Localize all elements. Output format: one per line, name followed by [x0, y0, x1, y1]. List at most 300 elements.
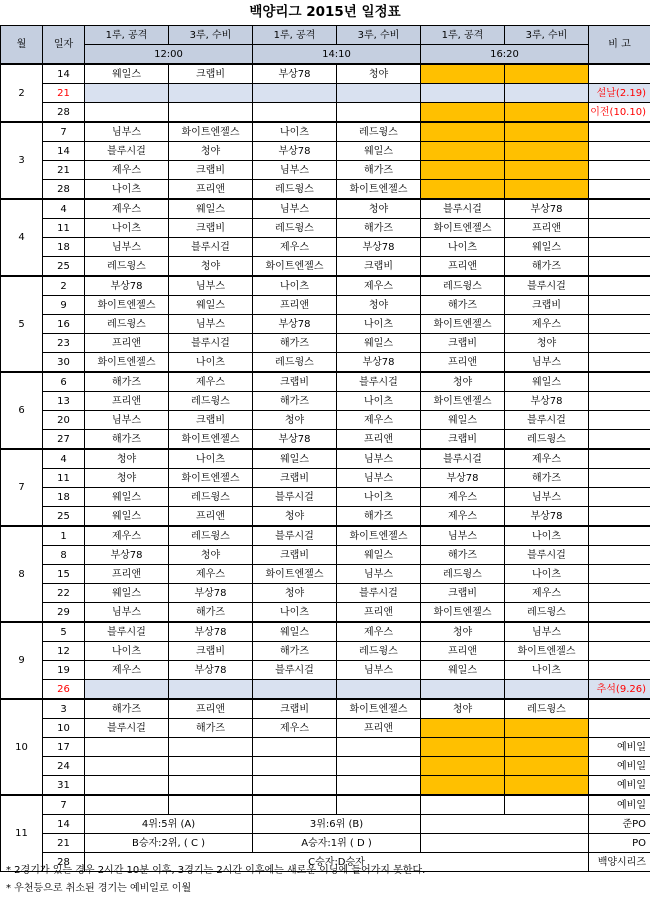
day-cell: 11	[43, 219, 85, 238]
game-cell: 레드윙스	[253, 180, 337, 200]
day-cell: 14	[43, 64, 85, 84]
day-cell: 15	[43, 565, 85, 584]
game-cell: 청야	[253, 411, 337, 430]
game-cell: 프리앤	[169, 699, 253, 719]
note-cell	[589, 392, 650, 411]
schedule-row	[1, 219, 650, 238]
note-cell	[589, 142, 650, 161]
game-cell	[505, 103, 589, 123]
game-cell: 웨일스	[337, 142, 421, 161]
day-cell: 17	[43, 738, 85, 757]
game-cell	[505, 719, 589, 738]
game-cell	[337, 680, 421, 700]
schedule-row	[1, 834, 650, 853]
note-cell	[589, 719, 650, 738]
game-cell: 프리앤	[421, 642, 505, 661]
game-cell: 나이츠	[253, 276, 337, 296]
game-cell: 프리앤	[337, 430, 421, 450]
game-cell: 해가즈	[505, 469, 589, 488]
game-cell: 블루시걸	[505, 546, 589, 565]
game-cell: 부상78	[505, 392, 589, 411]
game-cell: 화이트엔젤스	[85, 353, 169, 373]
month-cell: 10	[1, 699, 43, 795]
game-cell: 웨일스	[421, 411, 505, 430]
note-cell	[589, 219, 650, 238]
note-cell	[589, 238, 650, 257]
game-cell: 웨일스	[85, 584, 169, 603]
header-note: 비 고	[589, 26, 650, 65]
month-cell: 8	[1, 526, 43, 622]
game-cell: 청야	[169, 257, 253, 277]
footnotes	[6, 862, 425, 898]
schedule-row	[1, 661, 650, 680]
game-cell: 제우스	[421, 507, 505, 527]
game-cell: 부상78	[505, 199, 589, 219]
game-cell: 나이츠	[337, 315, 421, 334]
game-cell: 부상78	[85, 276, 169, 296]
game-cell: 제우스	[337, 622, 421, 642]
game-cell	[505, 161, 589, 180]
game-cell: 블루시걸	[337, 372, 421, 392]
schedule-row	[1, 449, 650, 469]
game-cell: 레드윙스	[505, 699, 589, 719]
game-cell: 크랩비	[253, 469, 337, 488]
day-cell: 24	[43, 757, 85, 776]
game-cell: 크랩비	[169, 161, 253, 180]
month-cell: 2	[1, 64, 43, 122]
game-cell: 화이트엔젤스	[421, 392, 505, 411]
schedule-row	[1, 122, 650, 142]
game-cell	[421, 64, 505, 84]
game-cell	[253, 103, 337, 123]
game-cell: 제우스	[85, 161, 169, 180]
game-cell: 해가즈	[337, 161, 421, 180]
game-cell: 프리앤	[85, 334, 169, 353]
header-row-times	[1, 45, 650, 65]
game-cell: 웨일스	[253, 622, 337, 642]
game-cell: 레드윙스	[337, 122, 421, 142]
game-cell	[421, 122, 505, 142]
game-cell	[169, 795, 253, 815]
header-side-label: 1루, 공격	[253, 26, 337, 45]
game-cell	[421, 738, 505, 757]
day-cell: 12	[43, 642, 85, 661]
game-cell: 화이트엔젤스	[253, 565, 337, 584]
game-cell: 님부스	[169, 276, 253, 296]
game-cell: 님부스	[253, 199, 337, 219]
game-cell: 제우스	[505, 315, 589, 334]
game-cell: 웨일스	[85, 488, 169, 507]
header-month: 월	[1, 26, 43, 65]
schedule-row	[1, 276, 650, 296]
game-cell	[169, 776, 253, 796]
note-cell	[589, 353, 650, 373]
day-cell: 11	[43, 469, 85, 488]
day-cell: 25	[43, 257, 85, 277]
day-cell: 28	[43, 853, 85, 872]
game-cell: 화이트엔젤스	[253, 257, 337, 277]
header-side-label: 3루, 수비	[337, 26, 421, 45]
game-cell: 크랩비	[169, 64, 253, 84]
schedule-row	[1, 699, 650, 719]
game-cell: 청야	[337, 199, 421, 219]
schedule-row	[1, 411, 650, 430]
note-cell	[589, 372, 650, 392]
schedule-row	[1, 776, 650, 796]
day-cell: 21	[43, 834, 85, 853]
game-cell: 레드윙스	[85, 315, 169, 334]
schedule-row	[1, 603, 650, 623]
game-cell: 레드윙스	[169, 488, 253, 507]
day-cell: 21	[43, 84, 85, 103]
playoff-cell: A승자:1위 ( D )	[253, 834, 421, 853]
game-cell	[85, 84, 169, 103]
game-cell: 화이트엔젤스	[169, 469, 253, 488]
game-cell: 크랩비	[421, 430, 505, 450]
game-cell: 님부스	[169, 315, 253, 334]
game-cell: 프리앤	[505, 219, 589, 238]
game-cell: 해가즈	[169, 719, 253, 738]
game-cell	[505, 142, 589, 161]
game-cell: 나이츠	[85, 180, 169, 200]
game-cell: 청야	[253, 584, 337, 603]
note-cell	[589, 488, 650, 507]
game-cell: 크랩비	[253, 546, 337, 565]
game-cell: 프리앤	[253, 296, 337, 315]
game-cell	[421, 84, 505, 103]
game-cell: 레드윙스	[253, 219, 337, 238]
game-cell	[253, 776, 337, 796]
game-cell: 청야	[253, 507, 337, 527]
schedule-row	[1, 430, 650, 450]
game-cell: 크랩비	[505, 296, 589, 315]
note-cell	[589, 507, 650, 527]
game-cell	[337, 776, 421, 796]
game-cell	[505, 680, 589, 700]
game-cell: 님부스	[85, 238, 169, 257]
game-cell: 청야	[421, 622, 505, 642]
game-cell	[505, 64, 589, 84]
game-cell: 부상78	[337, 238, 421, 257]
game-cell: 프리앤	[169, 507, 253, 527]
month-cell: 5	[1, 276, 43, 372]
game-cell: 나이츠	[85, 219, 169, 238]
note-cell: 예비일	[589, 757, 650, 776]
note-cell: 예비일	[589, 776, 650, 796]
game-cell	[421, 719, 505, 738]
game-cell: 해가즈	[253, 392, 337, 411]
schedule-row	[1, 757, 650, 776]
game-cell: 블루시걸	[85, 622, 169, 642]
game-cell: 블루시걸	[85, 142, 169, 161]
game-cell	[505, 738, 589, 757]
day-cell: 10	[43, 719, 85, 738]
header-side-label: 1루, 공격	[85, 26, 169, 45]
game-cell	[421, 180, 505, 200]
day-cell: 5	[43, 622, 85, 642]
game-cell: 웨일스	[85, 64, 169, 84]
game-cell: 크랩비	[421, 334, 505, 353]
schedule-row	[1, 526, 650, 546]
game-cell: 해가즈	[169, 603, 253, 623]
note-cell	[589, 661, 650, 680]
game-cell: 부상78	[505, 507, 589, 527]
game-cell: 해가즈	[421, 546, 505, 565]
game-cell: 웨일스	[85, 507, 169, 527]
game-cell: 화이트엔젤스	[169, 430, 253, 450]
game-cell: 부상78	[253, 142, 337, 161]
note-cell: 설날(2.19)	[589, 84, 650, 103]
day-cell: 18	[43, 488, 85, 507]
game-cell: 님부스	[337, 565, 421, 584]
schedule-row	[1, 315, 650, 334]
game-cell	[85, 680, 169, 700]
header-row-sides	[1, 26, 650, 45]
game-cell	[253, 757, 337, 776]
game-cell	[253, 680, 337, 700]
game-cell: 웨일스	[169, 199, 253, 219]
day-cell: 14	[43, 142, 85, 161]
game-cell: 크랩비	[253, 699, 337, 719]
game-cell: 해가즈	[421, 296, 505, 315]
game-cell: 블루시걸	[85, 719, 169, 738]
day-cell: 25	[43, 507, 85, 527]
game-cell	[421, 103, 505, 123]
game-cell: 제우스	[85, 661, 169, 680]
game-cell: 나이츠	[337, 392, 421, 411]
game-cell: 제우스	[505, 584, 589, 603]
schedule-row	[1, 161, 650, 180]
game-cell: 블루시걸	[253, 488, 337, 507]
game-cell: 블루시걸	[421, 199, 505, 219]
header-side-label: 3루, 수비	[169, 26, 253, 45]
game-cell: 레드윙스	[253, 353, 337, 373]
schedule-row	[1, 142, 650, 161]
game-cell	[169, 680, 253, 700]
game-cell	[505, 84, 589, 103]
note-cell	[589, 699, 650, 719]
game-cell: 프리앤	[85, 565, 169, 584]
game-cell	[505, 795, 589, 815]
game-cell: 나이츠	[505, 661, 589, 680]
game-cell: 나이츠	[253, 603, 337, 623]
schedule-row	[1, 719, 650, 738]
game-cell: 웨일스	[421, 661, 505, 680]
game-cell	[253, 795, 337, 815]
schedule-row	[1, 680, 650, 700]
note-cell	[589, 565, 650, 584]
schedule-row	[1, 199, 650, 219]
game-cell	[85, 103, 169, 123]
day-cell: 28	[43, 180, 85, 200]
game-cell: 청야	[85, 469, 169, 488]
game-cell: 부상78	[253, 64, 337, 84]
game-cell: 화이트엔젤스	[337, 526, 421, 546]
day-cell: 13	[43, 392, 85, 411]
game-cell: 님부스	[505, 488, 589, 507]
game-cell: 레드윙스	[85, 257, 169, 277]
game-cell	[253, 84, 337, 103]
schedule-row	[1, 103, 650, 123]
game-cell: 크랩비	[253, 372, 337, 392]
playoff-cell	[421, 815, 589, 834]
game-cell	[505, 122, 589, 142]
note-cell: 백양시리즈	[589, 853, 650, 872]
playoff-cell: B승자:2위, ( C )	[85, 834, 253, 853]
game-cell: 부상78	[337, 353, 421, 373]
game-cell: 해가즈	[253, 334, 337, 353]
game-cell: 화이트엔젤스	[421, 315, 505, 334]
game-cell	[421, 757, 505, 776]
schedule-row	[1, 546, 650, 565]
game-cell: 크랩비	[421, 584, 505, 603]
game-cell: 청야	[169, 142, 253, 161]
day-cell: 6	[43, 372, 85, 392]
game-cell	[505, 757, 589, 776]
header-time: 16:20	[421, 45, 589, 65]
game-cell: 청야	[505, 334, 589, 353]
day-cell: 7	[43, 795, 85, 815]
game-cell: 제우스	[337, 276, 421, 296]
note-cell	[589, 449, 650, 469]
game-cell: 프리앤	[85, 392, 169, 411]
day-cell: 29	[43, 603, 85, 623]
game-cell: 레드윙스	[421, 565, 505, 584]
note-cell	[589, 546, 650, 565]
day-cell: 4	[43, 199, 85, 219]
note-cell	[589, 334, 650, 353]
day-cell: 9	[43, 296, 85, 315]
schedule-row	[1, 64, 650, 84]
schedule-row	[1, 642, 650, 661]
note-cell	[589, 122, 650, 142]
month-cell: 3	[1, 122, 43, 199]
game-cell	[85, 757, 169, 776]
schedule-row	[1, 488, 650, 507]
schedule-row	[1, 257, 650, 277]
game-cell: 레드윙스	[505, 430, 589, 450]
game-cell: 화이트엔젤스	[337, 180, 421, 200]
game-cell: 블루시걸	[505, 276, 589, 296]
note-cell: 예비일	[589, 738, 650, 757]
game-cell: 크랩비	[169, 219, 253, 238]
schedule-row	[1, 815, 650, 834]
game-cell: 님부스	[85, 122, 169, 142]
game-cell: 웨일스	[337, 546, 421, 565]
day-cell: 30	[43, 353, 85, 373]
game-cell: 제우스	[169, 565, 253, 584]
game-cell: 제우스	[253, 238, 337, 257]
playoff-cell	[421, 834, 589, 853]
day-cell: 14	[43, 815, 85, 834]
game-cell: 부상78	[169, 584, 253, 603]
game-cell	[337, 757, 421, 776]
game-cell: 웨일스	[253, 449, 337, 469]
game-cell: 프리앤	[421, 353, 505, 373]
game-cell: 청야	[421, 699, 505, 719]
game-cell	[505, 180, 589, 200]
game-cell: 님부스	[505, 353, 589, 373]
day-cell: 22	[43, 584, 85, 603]
game-cell: 화이트엔젤스	[337, 699, 421, 719]
footnote: * 2경기가 있는 경우 2시간 10분 이후, 3경기는 2시간 이후에는 새로운 이닝에 들어가지 못한다.	[6, 865, 426, 876]
day-cell: 21	[43, 161, 85, 180]
game-cell: 블루시걸	[505, 411, 589, 430]
day-cell: 23	[43, 334, 85, 353]
day-cell: 19	[43, 661, 85, 680]
game-cell	[421, 680, 505, 700]
game-cell: 블루시걸	[421, 449, 505, 469]
game-cell: 레드윙스	[169, 392, 253, 411]
note-cell	[589, 64, 650, 84]
game-cell: 부상78	[253, 430, 337, 450]
schedule-table	[0, 25, 650, 872]
game-cell: 나이츠	[169, 353, 253, 373]
game-cell	[169, 757, 253, 776]
schedule-row	[1, 84, 650, 103]
game-cell: 프리앤	[337, 719, 421, 738]
game-cell: 청야	[169, 546, 253, 565]
note-cell: 추석(9.26)	[589, 680, 650, 700]
note-cell	[589, 296, 650, 315]
schedule-row	[1, 584, 650, 603]
note-cell	[589, 161, 650, 180]
month-cell: 11	[1, 795, 43, 872]
day-cell: 28	[43, 103, 85, 123]
game-cell: 블루시걸	[253, 661, 337, 680]
note-cell	[589, 411, 650, 430]
game-cell: 웨일스	[505, 372, 589, 392]
schedule-row	[1, 392, 650, 411]
day-cell: 8	[43, 546, 85, 565]
playoff-cell: 4위:5위 (A)	[85, 815, 253, 834]
game-cell: 님부스	[337, 449, 421, 469]
game-cell: 레드윙스	[169, 526, 253, 546]
schedule-row	[1, 296, 650, 315]
note-cell	[589, 276, 650, 296]
day-cell: 26	[43, 680, 85, 700]
game-cell: 해가즈	[337, 219, 421, 238]
note-cell: 이전(10.10)	[589, 103, 650, 123]
game-cell	[169, 738, 253, 757]
game-cell: 레드윙스	[505, 603, 589, 623]
note-cell	[589, 199, 650, 219]
game-cell: 님부스	[337, 469, 421, 488]
note-cell: 준PO	[589, 815, 650, 834]
game-cell	[253, 738, 337, 757]
schedule-row	[1, 469, 650, 488]
game-cell: 부상78	[169, 661, 253, 680]
game-cell	[337, 738, 421, 757]
game-cell: 프리앤	[421, 257, 505, 277]
game-cell	[85, 738, 169, 757]
game-cell	[421, 142, 505, 161]
schedule-row	[1, 372, 650, 392]
header-day: 일자	[43, 26, 85, 65]
month-cell: 6	[1, 372, 43, 449]
schedule-row	[1, 738, 650, 757]
schedule-row	[1, 622, 650, 642]
note-cell	[589, 622, 650, 642]
note-cell	[589, 430, 650, 450]
schedule-row	[1, 238, 650, 257]
page-title: 백양리그 2015년 일정표	[249, 4, 401, 20]
game-cell: 나이츠	[337, 488, 421, 507]
game-cell: 제우스	[85, 199, 169, 219]
game-cell: 님부스	[337, 661, 421, 680]
game-cell: 청야	[421, 372, 505, 392]
game-cell	[421, 795, 505, 815]
